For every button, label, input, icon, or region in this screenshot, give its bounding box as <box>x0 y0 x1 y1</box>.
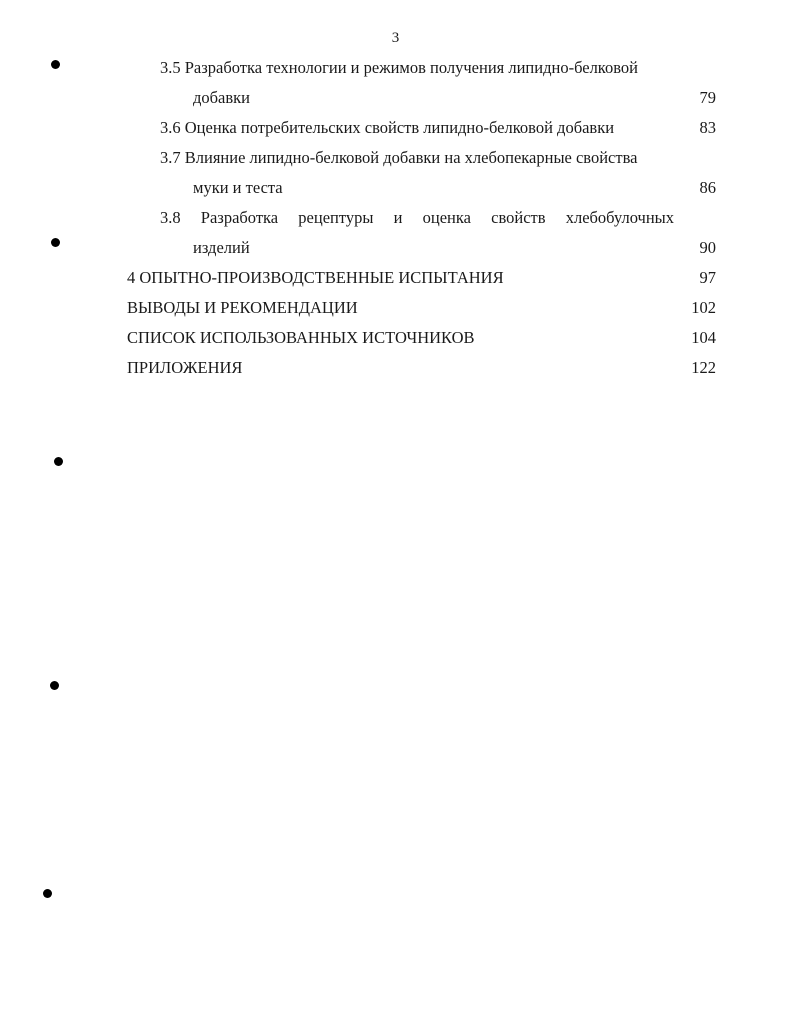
toc-entry-page: 97 <box>699 268 716 287</box>
binder-hole-dot <box>50 681 59 690</box>
toc-entry-page: 102 <box>691 298 716 317</box>
toc-entry-title-line: муки и теста <box>193 178 283 197</box>
page-number: 3 <box>391 30 400 46</box>
toc-entry-page: 86 <box>699 178 716 197</box>
toc-entry-title-line: 3.7 Влияние липидно-белковой добавки на хлебопекарные свойства <box>160 148 638 167</box>
toc-entry-title-line: 3.6 Оценка потребительских свойств липидно-белковой добавки <box>160 118 615 137</box>
toc-entry-page: 122 <box>691 358 716 377</box>
toc-entry-title-line: 3.5 Разработка технологии и режимов получения липидно-белковой <box>160 58 638 77</box>
toc-entry-title-line: ВЫВОДЫ И РЕКОМЕНДАЦИИ <box>127 298 358 317</box>
toc-entry-title-line: 3.8 Разработка рецептуры и оценка свойств хлебобулочных <box>160 208 674 227</box>
binder-hole-dot <box>54 457 63 466</box>
toc-entry-title-line: 4 ОПЫТНО-ПРОИЗВОДСТВЕННЫЕ ИСПЫТАНИЯ <box>127 268 504 287</box>
toc-entry-title-line: ПРИЛОЖЕНИЯ <box>127 358 243 377</box>
toc-entry-title-line: СПИСОК ИСПОЛЬЗОВАННЫХ ИСТОЧНИКОВ <box>127 328 475 347</box>
toc-entry-title-line: добавки <box>193 88 251 107</box>
toc-entry-page: 90 <box>699 238 716 257</box>
toc-entry-page: 104 <box>691 328 716 347</box>
toc-entry-page: 79 <box>699 88 716 107</box>
toc-entry-title-line: изделий <box>193 238 250 257</box>
binder-hole-dot <box>51 238 60 247</box>
binder-hole-dot <box>51 60 60 69</box>
toc-entry-page: 83 <box>699 118 716 137</box>
binder-hole-dot <box>43 889 52 898</box>
